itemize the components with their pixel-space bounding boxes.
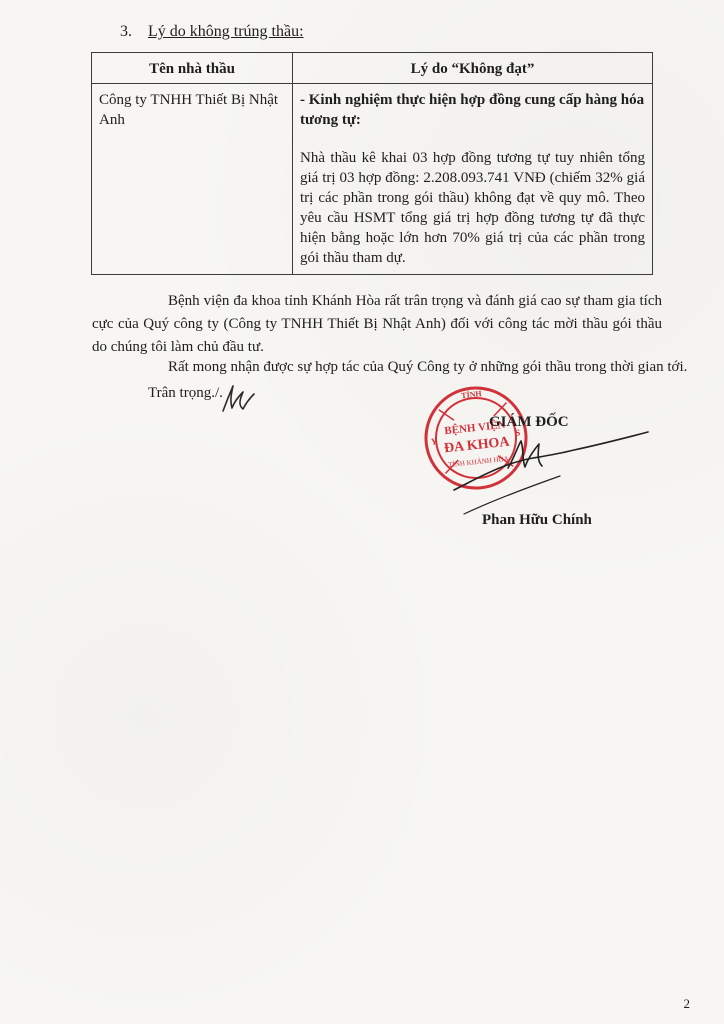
stamp-top-text: TỈNH <box>460 389 483 401</box>
director-signature-icon <box>438 430 658 520</box>
section-title: Lý do không trúng thầu: <box>148 23 304 40</box>
appreciation-paragraph: Bệnh viện đa khoa tỉnh Khánh Hòa rất trân trọng và đánh giá cao sự tham gia tích cực của Quý công ty (Công ty TNHH Thiết Bị Nhật Anh) đối với công tác mời thầu gói thầu do chúng tôi làm chủ đầu tư. <box>92 293 662 355</box>
stamp-line-2: ĐA KHOA <box>443 434 511 457</box>
bidder-reason-table <box>91 52 653 275</box>
table-row <box>92 84 653 275</box>
stamp-line-3: TỈNH KHÁNH HÒA <box>447 454 510 470</box>
stamp-left-text: Y <box>430 436 438 447</box>
cooperation-paragraph: Rất mong nhận được sự hợp tác của Quý Công ty ở những gói thầu trong thời gian tới. <box>168 359 688 375</box>
director-title: GIÁM ĐỐC <box>489 414 569 430</box>
reason-heading: - Kinh nghiệm thực hiện hợp đồng cung cấp hàng hóa tương tự: <box>300 92 645 128</box>
reason-column-header: Lý do “Không đạt” <box>293 53 653 84</box>
table-header-row <box>92 53 653 84</box>
closing-text: Trân trọng./. <box>148 385 223 401</box>
section-heading <box>120 22 304 42</box>
stamp-line-1: BỆNH VIỆN <box>443 418 507 438</box>
bidder-name-cell: Công ty TNHH Thiết Bị Nhật Anh <box>92 84 293 275</box>
section-number: 3. <box>120 23 132 40</box>
page-number: 2 <box>683 996 690 1011</box>
bidder-column-header: Tên nhà thầu <box>92 53 293 84</box>
reason-cell <box>293 84 653 275</box>
signer-name: Phan Hữu Chính <box>482 512 592 528</box>
initial-signature-icon <box>220 381 258 415</box>
reason-detail: Nhà thầu kê khai 03 hợp đồng tương tự tuy nhiên tổng giá trị 03 hợp đồng: 2.208.093.741 VNĐ (chiếm 32% giá trị các phần trong gói thầu) không đạt về quy mô. Theo yêu cầu HSMT tổng giá trị hợp đồng tương tự đã thực hiện bằng hoặc lớn hơn 70% giá trị của các phần trong gói thầu tham dự. <box>300 150 645 266</box>
stamp-right-text: S <box>514 427 521 438</box>
